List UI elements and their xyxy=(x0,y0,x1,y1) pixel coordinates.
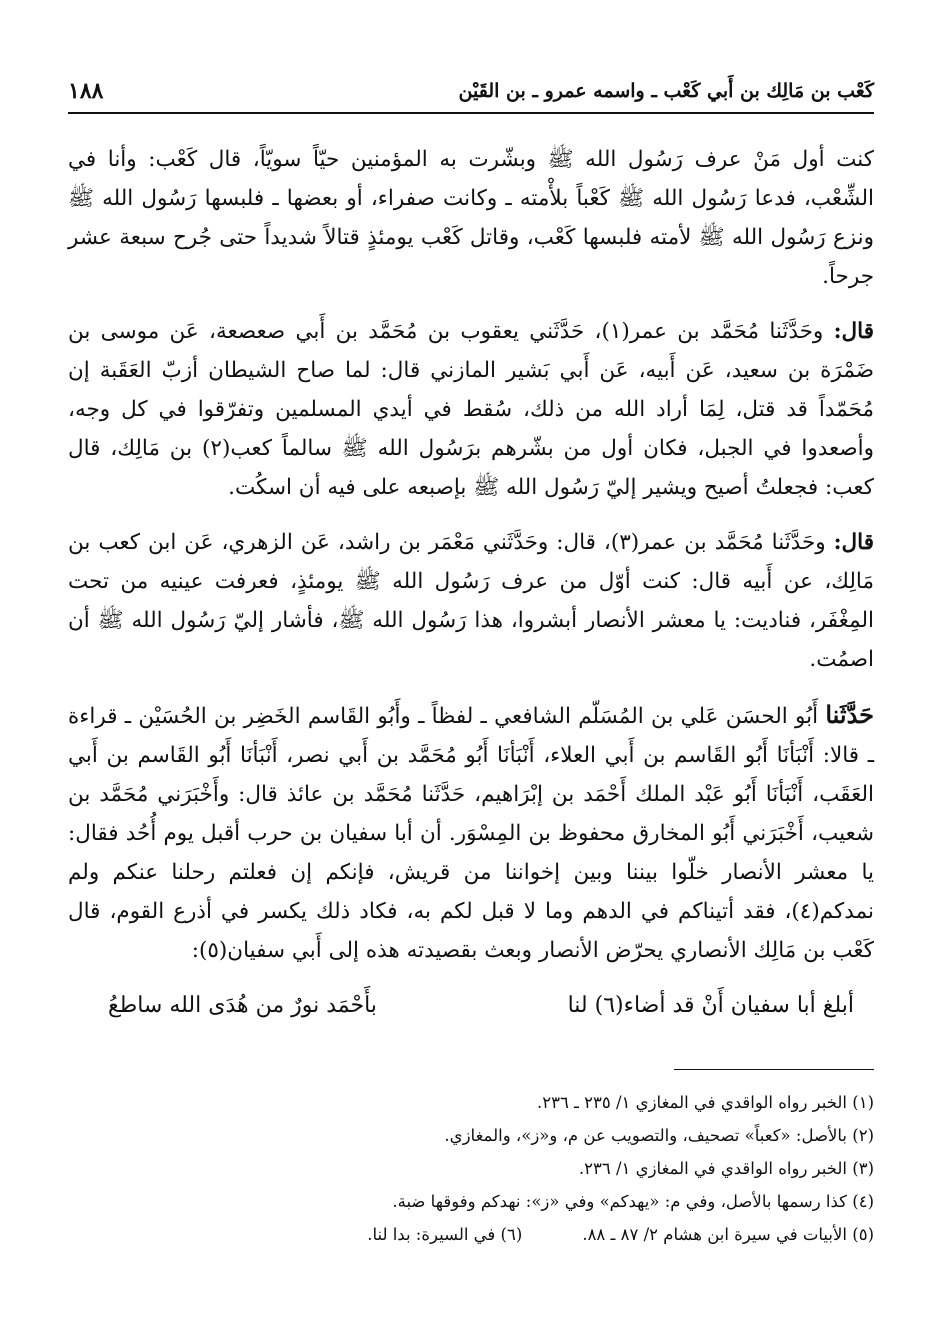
paragraph-lead: حَدَّثَنا xyxy=(825,700,875,729)
footnote-3: (٣) الخبر رواه الواقدي في المغازي ١/ ٢٣٦. xyxy=(578,1159,874,1178)
paragraph-text: كنت أول مَنْ عرف رَسُول الله ﷺ وبشّرت به المؤمنين حيّاً سويّاً، قال كَعْب: وأنا في الشِّعْب، فدعا رَسُول الله ﷺ كَعْباً بلأْمته ـ وكانت صفراء، أو بعضها ـ فلبسها رَسُول الله ﷺ ونزع رَسُول الله ﷺ لأمته فلبسها كَعْب، وقاتل كَعْب يومئذٍ قتالاً شديداً حتى جُرح سبعة عشر جرحاً. xyxy=(68,147,874,289)
footnote-row-5-6 xyxy=(68,1218,874,1251)
paragraph-text: وحَدَّثَنا مُحَمَّد بن عمر(٣)، قال: وحَدَّثَني مَعْمَر بن راشد، عَن الزهري، عَن ابن كعب بن مَالِك، عن أَبيه قال: كنت أوّل من عرف رَسُول الله ﷺ يومئذٍ، فعرفت عينيه من تحت المِغْفَر، فناديت: يا معشر الأنصار أبشروا، هذا رَسُول الله ﷺ، فأشار إليّ رَسُول الله ﷺ أن اصمُت. xyxy=(68,530,874,672)
verse-first-hemistich: أبلغ أبا سفيان أَنْ قد أضاء(٦) لنا xyxy=(567,993,854,1018)
footnote-2: (٢) بالأصل: «كعباً» تصحيف، والتصويب عن م، و«ز»، والمغازي. xyxy=(444,1126,874,1145)
footnote-6: (٦) في السيرة: بدا لنا. xyxy=(367,1225,523,1244)
poetry-verse xyxy=(68,986,874,1025)
footnotes xyxy=(68,1086,874,1251)
paragraph-lead: قال: xyxy=(833,530,874,555)
paragraph-3 xyxy=(68,523,874,679)
paragraph-2 xyxy=(68,312,874,507)
paragraph-4 xyxy=(68,695,874,970)
book-page xyxy=(68,72,874,1251)
footnote-divider xyxy=(674,1069,874,1070)
main-text xyxy=(68,140,874,1025)
page-header xyxy=(68,72,874,114)
paragraph-text: أَبُو الحسَن عَلي بن المُسَلّم الشافعي ـ لفظاً ـ وأَبُو القَاسم الخَضِر بن الحُسَيْن ـ قراءة ـ قالا: أَنْبَأنَا أَبُو القَاسم بن أَبي العلاء، أَنْبَأنَا أَبُو مُحَمَّد بن أَبي نصر، أَنْبَأنَا أَبُو القَاسم بن أَبي العَقَب، أَنْبَأنَا أَبُو عَبْد الملك أَحْمَد بن إبْرَاهيم، حَدَّثَنا مُحَمَّد بن عائذ قال: وأَخْبَرَني مُحَمَّد بن شعيب، أَخْبَرَني أَبُو المخارق محفوظ بن المِسْوَر. أن أبا سفيان بن حرب أقبل يوم أُحُد فقال: يا معشر الأنصار خلّوا بيننا وبين إخواننا من قريش، فإنكم إن فعلتم رحلنا عنكم ولم نمدكم(٤)، فقد أتيناكم في الدهم وما لا قبل لكم به، فكاد ذلك يكسر في أذرع القوم، قال كَعْب بن مَالِك الأنصاري يحرّض الأنصار وبعث بقصيدته هذه إلى أَبي سفيان(٥): xyxy=(68,704,874,963)
page-number: ١٨٨ xyxy=(68,78,104,104)
running-title: كَعْب بن مَالِك بن أَبي كَعْب ـ واسمه عمرو ـ بن القَيْن xyxy=(458,80,874,102)
paragraph-text: وحَدَّثَنا مُحَمَّد بن عمر(١)، حَدَّثَني يعقوب بن مُحَمَّد بن أَبي صعصعة، عَن موسى بن ضَمْرَة بن سعيد، عَن أَبيه، عَن أَبي بَشير المازني قال: لما صاح الشيطان أزبّ العَقَبة إن مُحَمّداً قد قتل، لِمَا أراد الله من ذلك، سُقط في أيدي المسلمين وتفرّقوا في كل وجه، وأصعدوا في الجبل، فكان أول من بشّرهم برَسُول الله ﷺ سالماً كعب(٢) بن مَالِك، قال كعب: فجعلتُ أصيح ويشير إليّ رَسُول الله ﷺ بإصبعه على فيه أن اسكُت. xyxy=(68,319,874,500)
paragraph-lead: قال: xyxy=(833,319,874,344)
footnote-4: (٤) كذا رسمها بالأصل، وفي م: «يهدكم» وفي «ز»: نهدكم وفوقها ضبة. xyxy=(392,1192,874,1211)
footnote-1: (١) الخبر رواه الواقدي في المغازي ١/ ٢٣٥ ـ ٢٣٦. xyxy=(536,1093,874,1112)
paragraph-1 xyxy=(68,140,874,296)
verse-second-hemistich: بأَحْمَد نورٌ من هُدَى الله ساطعُ xyxy=(108,993,377,1018)
footnote-5: (٥) الأبيات في سيرة ابن هشام ٢/ ٨٧ ـ ٨٨. xyxy=(582,1225,874,1244)
